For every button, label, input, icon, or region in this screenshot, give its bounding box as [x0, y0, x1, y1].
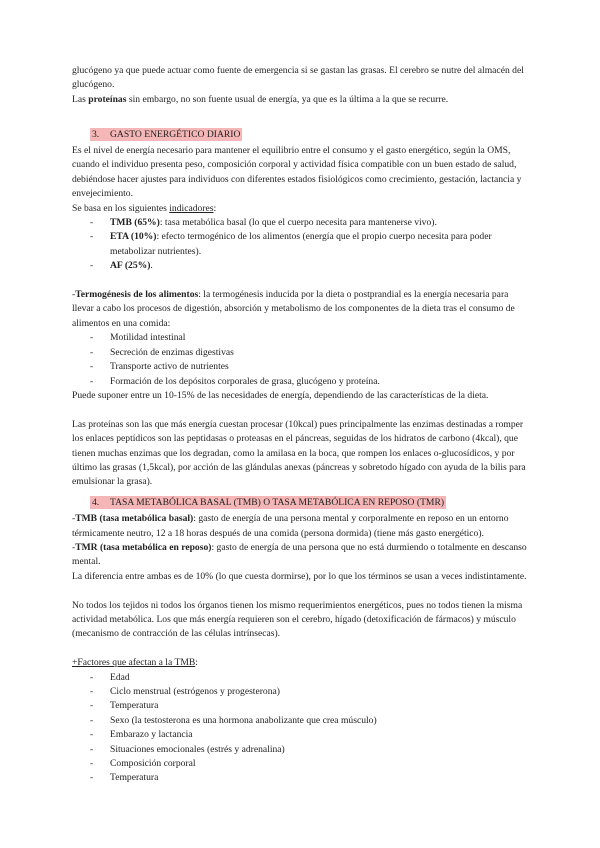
list-item: - Edad	[72, 671, 528, 685]
tmr-definition: -TMR (tasa metabólica en reposo): gasto de energía de una persona que no está durmiendo o totalmente en descanso mental.	[72, 541, 527, 568]
list-item: - Ciclo menstrual (estrógenos y progesterona)	[72, 685, 528, 699]
list-item: - AF (25%).	[72, 259, 528, 273]
list-item: - Formación de los depósitos corporales de grasa, glucógeno y proteína.	[72, 375, 528, 389]
suppose-paragraph: Puede suponer entre un 10-15% de las necesidades de energía, dependiendo de las características de la dieta.	[72, 389, 489, 401]
section-4-heading: 4. TASA METABÓLICA BASAL (TMB) O TASA METABÓLICA EN REPOSO (TMR)	[92, 496, 445, 508]
tissues-paragraph: No todos los tejidos ni todos los órganos tienen los mismo requerimientos energéticos, pues no todos tienen la misma actividad metabólica. Los que más energía requieren son el cerebro, hígado (detoxificación de fármacos) y músculo (mecanismo de contracción de las células intrínsecas).	[72, 599, 523, 640]
list-item: - Temperatura	[72, 771, 528, 785]
intro-proteins-line: Las proteínas sin embargo, no son fuente usual de energía, ya que es la última a la que se recurre.	[72, 93, 449, 105]
factors-list	[72, 671, 528, 786]
proteins-paragraph: Las proteínas son las que más energía cuestan procesar (10kcal) pues principalmente las enzimas destinadas a romper los enlaces peptídicos son las peptidasas o proteasas en el páncreas, seguidas de los hidratos de carbono (4kcal), que tienen muchas enzimas que los degradan, como la amilasa en la boca, que rompen los enlaces o-glucosídicos, y por último las grasas (1,5kcal), por acción de las glándulas anexas (páncreas y sobretodo hígado con ayuda de la bilis para emulsionar la grasa).	[72, 418, 526, 488]
list-item: - Temperatura	[72, 699, 528, 713]
list-item: - Composición corporal	[72, 757, 528, 771]
list-item: - Transporte activo de nutrientes	[72, 360, 528, 374]
thermogenesis-list	[72, 331, 528, 389]
list-item: - ETA (10%): efecto termogénico de los alimentos (energía que el propio cuerpo necesita para poder metabolizar nutrientes).	[72, 230, 528, 259]
thermogenesis-paragraph: -Termogénesis de los alimentos: la termogénesis inducida por la dieta o postprandial es la energía necesaria para llevar a cabo los procesos de digestión, absorción y metabolismo de los componentes de la dieta tras el consumo de alimentos en una comida:	[72, 289, 515, 329]
document-page	[72, 64, 528, 786]
section-3-heading: 3. GASTO ENERGÉTICO DIARIO	[92, 128, 241, 140]
list-item: - Embarazo y lactancia	[72, 728, 528, 742]
list-item: - TMB (65%): tasa metabólica basal (lo que el cuerpo necesita para mantenerse vivo).	[72, 216, 528, 230]
difference-paragraph: La diferencia entre ambas es de 10% (lo que cuesta dormirse), por lo que los términos se usan a veces indistintamente.	[72, 570, 527, 582]
indicators-list	[72, 216, 528, 274]
list-item: - Situaciones emocionales (estrés y adrenalina)	[72, 743, 528, 757]
section-3-definition: Es el nivel de energía necesario para mantener el equilibrio entre el consumo y el gasto energético, según la OMS, cuando el individuo presenta peso, composición corporal y actividad física compatible con un buen estado de salud, debiéndose hacer ajustes para individuos con diferentes estados fisiológicos como crecimiento, gestación, lactancia y envejecimiento.	[72, 145, 522, 200]
indicators-intro: Se basa en los siguientes indicadores:	[72, 202, 217, 214]
list-item: - Motilidad intestinal	[72, 331, 528, 345]
list-item: - Sexo (la testosterona es una hormona anabolizante que crea músculo)	[72, 714, 528, 728]
list-item: - Secreción de enzimas digestivas	[72, 346, 528, 360]
tmb-definition: -TMB (tasa metabólica basal): gasto de energía de una persona mental y corporalmente en reposo en un entorno térmicamente neutro, 12 a 18 horas después de una comida (persona dormida) (tiene más gasto energético).	[72, 513, 509, 539]
factors-title: +Factores que afectan a la TMB:	[72, 657, 198, 669]
intro-paragraph: glucógeno ya que puede actuar como fuente de emergencia si se gastan las grasas. El cerebro se nutre del almacén del glucógeno.	[72, 65, 524, 91]
